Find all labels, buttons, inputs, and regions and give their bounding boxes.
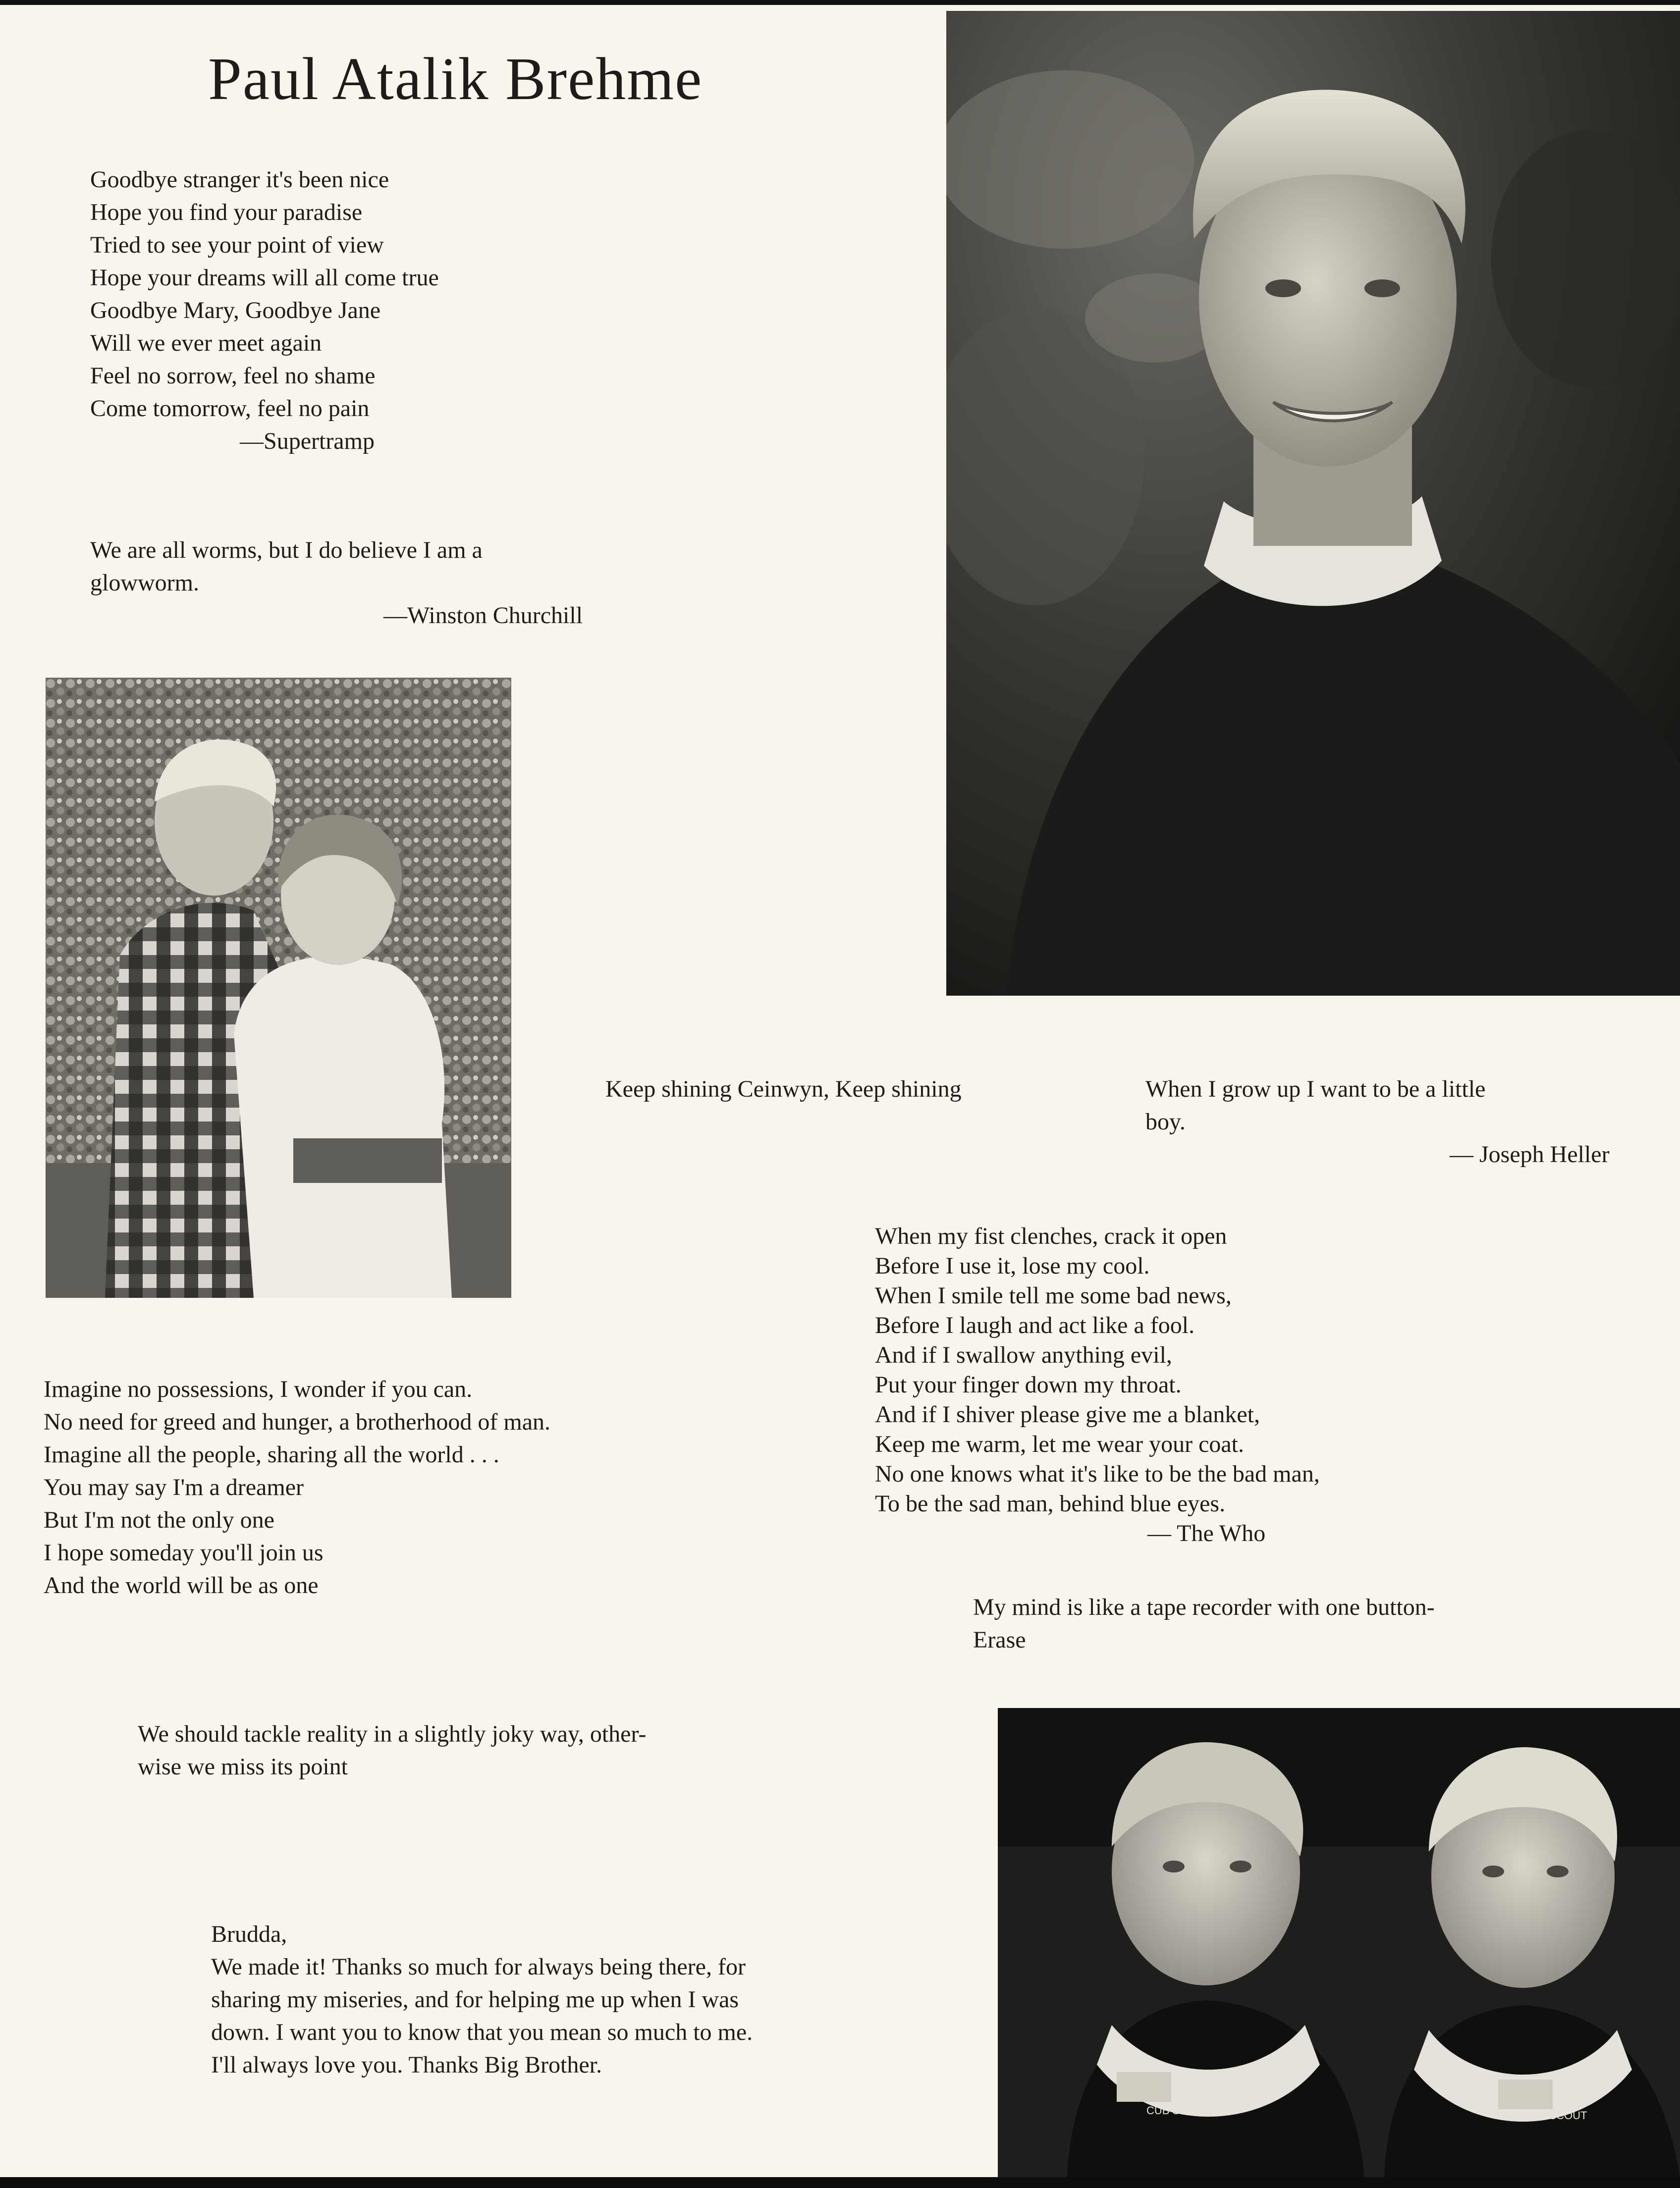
cub-scouts-photo — [998, 1708, 1680, 2177]
note-line: I'll always love you. Thanks Big Brother. — [211, 2052, 602, 2078]
keep-shining-quote — [605, 1073, 962, 1106]
quote-line: Feel no sorrow, feel no shame — [90, 363, 376, 389]
quote-line: wise we miss its point — [138, 1754, 348, 1780]
quote-line: Tried to see your point of view — [90, 232, 384, 258]
left-scout-badge-text: CUB SCOUT — [1146, 2104, 1211, 2117]
imagine-quote — [44, 1373, 550, 1602]
quote-line: Keep shining Ceinwyn, Keep shining — [605, 1076, 962, 1102]
quote-attribution: — The Who — [1147, 1520, 1266, 1547]
quote-line: Come tomorrow, feel no pain — [90, 395, 370, 422]
quote-line: You may say I'm a dreamer — [44, 1474, 304, 1500]
quote-line: Hope you find your paradise — [90, 199, 363, 225]
brudda-note — [211, 1918, 753, 2081]
heller-quote — [1145, 1073, 1610, 1171]
quote-line: But I'm not the only one — [44, 1507, 274, 1533]
note-line: down. I want you to know that you mean so much to me. — [211, 2019, 753, 2045]
senior-portrait-photo — [946, 11, 1680, 996]
couple-illustration — [46, 678, 511, 1298]
quote-line: We should tackle reality in a slightly joky way, other- — [138, 1721, 647, 1747]
quote-line: When I smile tell me some bad news, — [875, 1282, 1232, 1309]
quote-line: When my fist clenches, crack it open — [875, 1223, 1227, 1249]
quote-line: Will we ever meet again — [90, 330, 322, 356]
tape-recorder-quote — [973, 1591, 1435, 1656]
quote-line: glowworm. — [90, 570, 199, 596]
quote-line: Goodbye Mary, Goodbye Jane — [90, 297, 381, 323]
joky-quote — [138, 1718, 646, 1783]
quote-line: To be the sad man, behind blue eyes. — [875, 1491, 1226, 1517]
the-who-quote — [875, 1222, 1320, 1548]
quote-line: My mind is like a tape recorder with one button- — [973, 1594, 1435, 1620]
quote-line: And if I shiver please give me a blanket, — [875, 1401, 1260, 1428]
quote-line: Put your finger down my throat. — [875, 1372, 1182, 1398]
cub-scouts-illustration — [998, 1708, 1680, 2177]
page-title: Paul Atalik Brehme — [208, 46, 703, 112]
quote-line: Imagine no possessions, I wonder if you can. — [44, 1376, 473, 1402]
quote-attribution: — Joseph Heller — [1450, 1141, 1610, 1168]
churchill-quote — [90, 534, 583, 632]
top-rule — [0, 0, 1680, 5]
quote-line: We are all worms, but I do believe I am a — [90, 537, 483, 563]
quote-line: No need for greed and hunger, a brotherhood of man. — [44, 1409, 551, 1435]
note-line: sharing my miseries, and for helping me up when I was — [211, 1986, 739, 2013]
quote-line: Goodbye stranger it's been nice — [90, 166, 389, 193]
quote-line: Hope your dreams will all come true — [90, 265, 439, 291]
quote-line: When I grow up I want to be a little — [1145, 1076, 1486, 1102]
quote-line: Imagine all the people, sharing all the world . . . — [44, 1441, 499, 1468]
quote-line: And the world will be as one — [44, 1572, 319, 1599]
quote-attribution: —Supertramp — [240, 428, 375, 454]
quote-line: Before I use it, lose my cool. — [875, 1253, 1150, 1279]
portrait-illustration — [946, 11, 1680, 996]
quote-line: boy. — [1145, 1109, 1186, 1135]
quote-line: And if I swallow anything evil, — [875, 1342, 1172, 1368]
bottom-rule — [0, 2177, 1680, 2188]
note-line: We made it! Thanks so much for always being there, for — [211, 1954, 746, 1980]
supertramp-quote — [90, 163, 439, 458]
quote-line: I hope someday you'll join us — [44, 1540, 324, 1566]
quote-line: No one knows what it's like to be the bad man, — [875, 1461, 1320, 1487]
right-scout-badge-text: CUB SCOUT — [1523, 2109, 1587, 2122]
quote-line: Erase — [973, 1627, 1026, 1653]
note-line: Brudda, — [211, 1921, 287, 1947]
quote-attribution: —Winston Churchill — [383, 602, 583, 629]
quote-line: Keep me warm, let me wear your coat. — [875, 1431, 1245, 1457]
couple-photo — [46, 678, 511, 1298]
quote-line: Before I laugh and act like a fool. — [875, 1312, 1195, 1338]
